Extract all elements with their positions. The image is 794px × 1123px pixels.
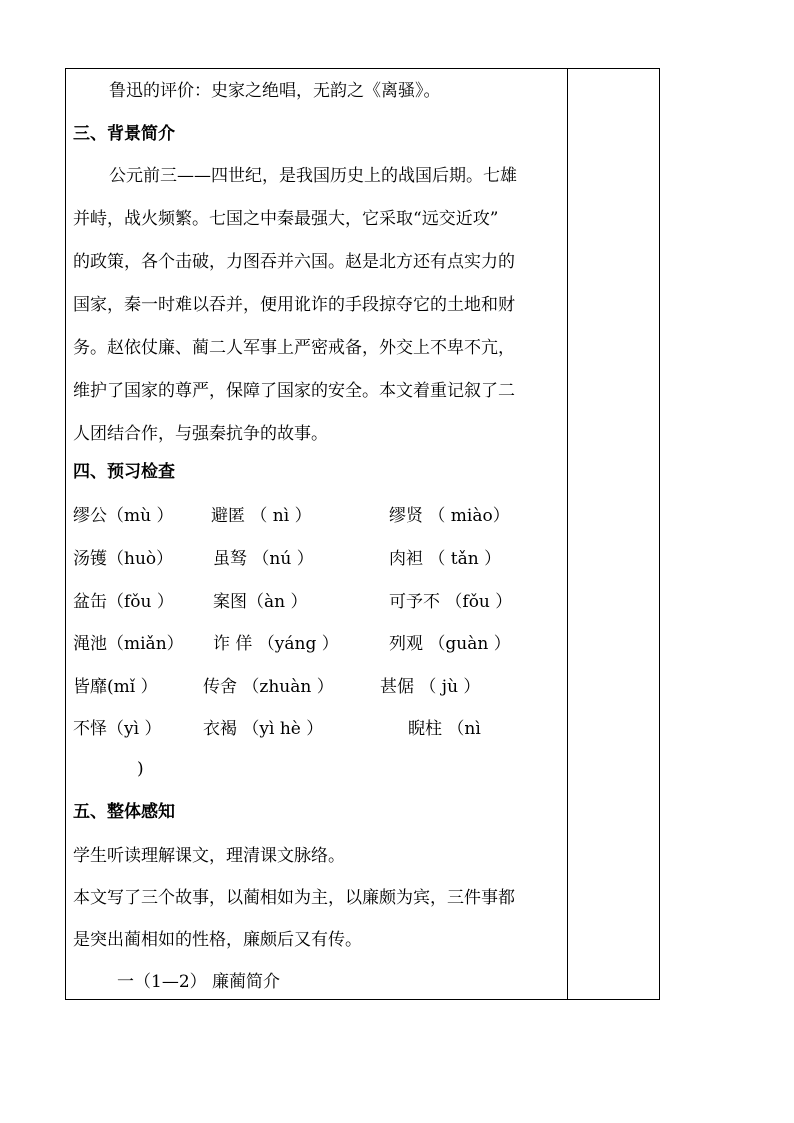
vocab-item: 皆靡(mǐ ） <box>73 677 158 697</box>
overview-line: 学生听读理解课文，理清课文脉络。 <box>73 846 345 866</box>
vocab-item: 汤镬（huò） <box>73 549 174 569</box>
vocab-item: 渑池（miǎn） <box>73 634 184 654</box>
section-heading-overview: 五、整体感知 <box>73 802 175 822</box>
background-paragraph-line: 人团结合作，与强秦抗争的故事。 <box>73 424 328 444</box>
section-heading-background: 三、背景简介 <box>73 124 175 144</box>
vocab-item: 盆缶（fǒu ） <box>73 592 174 612</box>
vocab-item: 甚倨 （ jù ） <box>380 677 481 697</box>
overview-line: 是突出蔺相如的性格，廉颇后又有传。 <box>73 930 362 950</box>
vocab-item: 避匿 （ nì ） <box>211 506 312 526</box>
background-paragraph-line: 维护了国家的尊严，保障了国家的安全。本文着重记叙了二 <box>73 381 515 401</box>
vocab-item: 肉袒 （ tǎn ） <box>389 549 502 569</box>
background-paragraph-line: 公元前三——四世纪，是我国历史上的战国后期。七雄 <box>109 166 517 186</box>
vocab-item: 案图（àn ） <box>213 592 308 612</box>
background-paragraph-line: 的政策，各个击破，力图吞并六国。赵是北方还有点实力的 <box>73 252 515 272</box>
vocab-item: 传舍 （zhuàn ） <box>203 677 334 697</box>
vocab-item: 睨柱 （nì <box>408 719 481 739</box>
vocab-item: 衣褐 （yì hè ） <box>203 719 324 739</box>
vocab-item: 缪公（mù ） <box>73 506 174 526</box>
outline-item: 一（1—2） 廉蔺简介 <box>117 972 281 992</box>
background-paragraph-line: 并峙，战火频繁。七国之中秦最强大，它采取“远交近攻” <box>73 209 499 229</box>
vocab-item: 缪贤 （ miào） <box>389 506 510 526</box>
background-paragraph-line: 务。赵依仗廉、蔺二人军事上严密戒备，外交上不卑不亢， <box>73 338 515 358</box>
table-column-divider <box>567 68 568 1000</box>
vocab-item: 诈 佯 （yáng ） <box>213 634 339 654</box>
vocab-item: 列观 （guàn ） <box>389 634 511 654</box>
vocab-item: 虽驽 （nú ） <box>213 549 314 569</box>
vocab-item: 不怿（yì ） <box>73 719 162 739</box>
background-paragraph-line: 国家，秦一时难以吞并，便用讹诈的手段掠夺它的土地和财 <box>73 295 515 315</box>
section-heading-preview: 四、预习检查 <box>73 462 175 482</box>
vocab-item: 可予不 （fǒu ） <box>389 592 513 612</box>
vocab-item-tail: ) <box>137 759 144 779</box>
lu-xun-comment: 鲁迅的评价：史家之绝唱，无韵之《离骚》。 <box>109 81 441 101</box>
overview-line: 本文写了三个故事，以蔺相如为主，以廉颇为宾，三件事都 <box>73 888 515 908</box>
